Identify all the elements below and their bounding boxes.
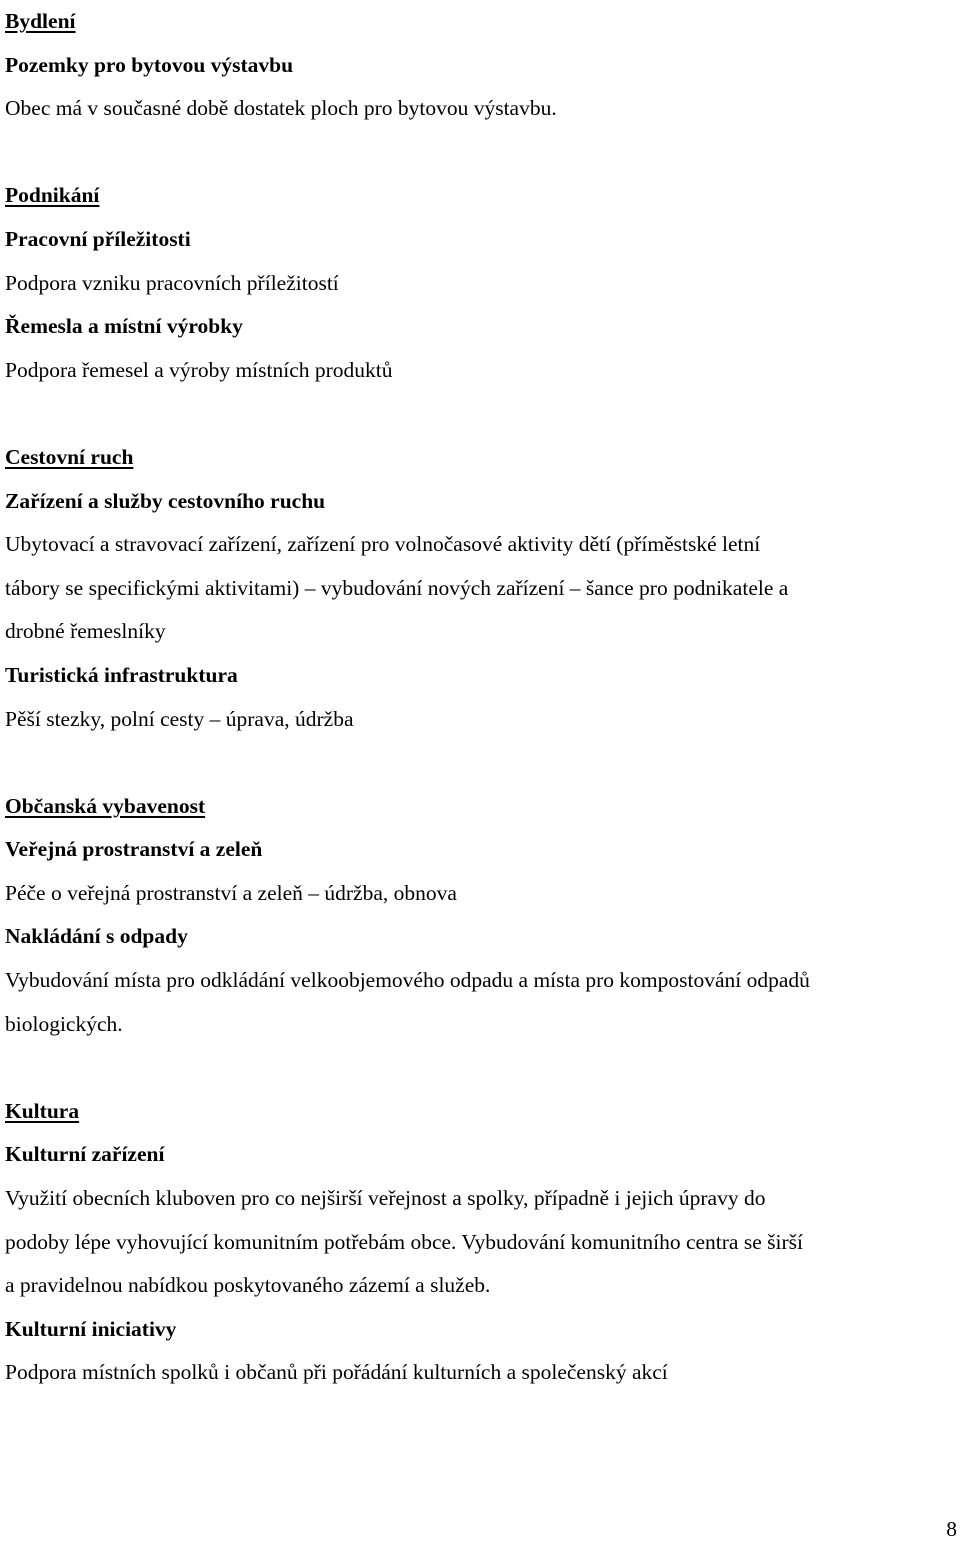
- subsection-heading: Veřejná prostranství a zeleň: [5, 837, 263, 862]
- subsection-heading: Řemesla a místní výrobky: [5, 314, 243, 339]
- spacer: [5, 741, 955, 785]
- subsection-heading: Pracovní příležitosti: [5, 226, 191, 251]
- paragraph-line: tábory se specifickými aktivitami) – vybudování nových zařízení – šance pro podnikatele a: [5, 575, 789, 600]
- section-title: Kultura: [5, 1098, 80, 1123]
- paragraph-line: drobné řemeslníky: [5, 619, 166, 644]
- section-podnikani: [5, 174, 955, 392]
- paragraph: Péče o veřejná prostranství a zeleň – údržba, obnova: [5, 880, 457, 905]
- document-page: [5, 0, 955, 1395]
- section-title: Občanská vybavenost: [5, 793, 206, 818]
- subsection-heading: Pozemky pro bytovou výstavbu: [5, 52, 294, 77]
- section-obcanska-vybavenost: [5, 785, 955, 1047]
- paragraph: Podpora vzniku pracovních příležitostí: [5, 270, 339, 295]
- subsection-heading: Kulturní iniciativy: [5, 1316, 177, 1341]
- paragraph: Podpora řemesel a výroby místních produktů: [5, 357, 393, 382]
- paragraph: Podpora místních spolků i občanů při pořádání kulturních a společenský akcí: [5, 1360, 668, 1385]
- subsection-heading: Turistická infrastruktura: [5, 662, 238, 687]
- paragraph-line: Vybudování místa pro odkládání velkoobjemového odpadu a místa pro kompostování odpadů: [5, 968, 810, 993]
- paragraph-line: biologických.: [5, 1011, 123, 1036]
- paragraph-line: a pravidelnou nabídkou poskytovaného zázemí a služeb.: [5, 1273, 491, 1298]
- section-title: Cestovní ruch: [5, 444, 134, 469]
- section-kultura: [5, 1090, 955, 1395]
- spacer: [5, 392, 955, 436]
- section-title: Bydlení: [5, 9, 76, 33]
- section-cestovni-ruch: [5, 436, 955, 741]
- paragraph-line: podoby lépe vyhovující komunitním potřebám obce. Vybudování komunitního centra se širší: [5, 1229, 803, 1254]
- subsection-heading: Nakládání s odpady: [5, 924, 188, 949]
- paragraph-line: Ubytovací a stravovací zařízení, zařízení pro volnočasové aktivity dětí (příměstské letní: [5, 532, 761, 557]
- spacer: [5, 131, 955, 175]
- page-number: 8: [946, 1517, 957, 1541]
- paragraph-line: Využití obecních kluboven pro co nejširší veřejnost a spolky, případně i jejich úpravy do: [5, 1186, 766, 1211]
- section-bydleni: [5, 0, 955, 131]
- subsection-heading: Zařízení a služby cestovního ruchu: [5, 488, 326, 513]
- section-title: Podnikání: [5, 183, 100, 208]
- paragraph: Obec má v současné době dostatek ploch pro bytovou výstavbu.: [5, 96, 557, 121]
- spacer: [5, 1046, 955, 1090]
- subsection-heading: Kulturní zařízení: [5, 1142, 165, 1167]
- paragraph: Pěší stezky, polní cesty – úprava, údržba: [5, 706, 354, 731]
